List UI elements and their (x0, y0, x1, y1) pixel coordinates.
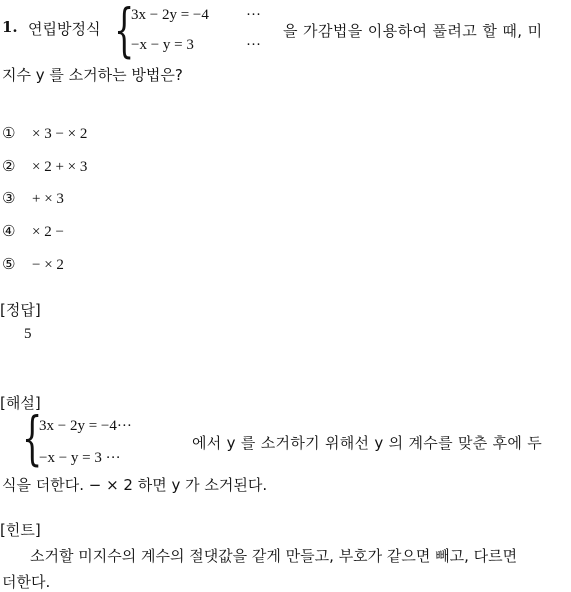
answer-heading: [정답] (0, 301, 41, 319)
choice-1-text: × 3 − × 2 (32, 126, 88, 142)
question-system-brace: { (114, 0, 135, 64)
choice-1-mark: ① (2, 124, 16, 142)
question-number: 1. (2, 18, 18, 36)
question-after-system: 을 가감법을 이용하여 풀려고 할 때, 미 (283, 22, 543, 40)
explanation-line2: 식을 더한다. − × 2 하면 y 가 소거된다. (2, 476, 268, 494)
question-line2: 지수 y 를 소거하는 방법은? (2, 66, 183, 84)
choice-5 (2, 255, 64, 274)
question-system-eq2-tag: ··· (246, 37, 261, 53)
explanation-heading: [해설] (0, 394, 41, 412)
hint-heading: [힌트] (0, 521, 41, 539)
choice-3-mark: ③ (2, 189, 16, 207)
choice-3-text: + × 3 (32, 191, 64, 207)
choice-4-text: × 2 − (32, 224, 64, 240)
hint-line2: 더한다. (2, 573, 51, 591)
choice-2-mark: ② (2, 157, 16, 175)
choice-3 (2, 189, 64, 208)
answer-value: 5 (24, 326, 32, 342)
choice-5-text: − × 2 (32, 257, 64, 273)
choice-5-mark: ⑤ (2, 255, 16, 273)
question-system-eq2: −x − y = 3 (131, 37, 194, 53)
explanation-system-eq2: −x − y = 3 ··· (39, 450, 121, 466)
explanation-after-system: 에서 y 를 소거하기 위해선 y 의 계수를 맞춘 후에 두 (192, 434, 543, 452)
choice-2 (2, 157, 87, 176)
explanation-system-eq1: 3x − 2y = −4··· (39, 418, 132, 434)
choice-2-text: × 2 + × 3 (32, 159, 88, 175)
choice-1 (2, 124, 87, 143)
question-lead: 연립방정식 (28, 20, 101, 38)
question-system-eq1-tag: ··· (246, 7, 261, 23)
question-system-eq1: 3x − 2y = −4 (131, 7, 209, 23)
explanation-system-brace: { (22, 404, 43, 472)
choice-4 (2, 222, 64, 241)
hint-line1: 소거할 미지수의 계수의 절댓값을 같게 만들고, 부호가 같으면 빼고, 다르면 (30, 547, 518, 565)
choice-4-mark: ④ (2, 222, 16, 240)
